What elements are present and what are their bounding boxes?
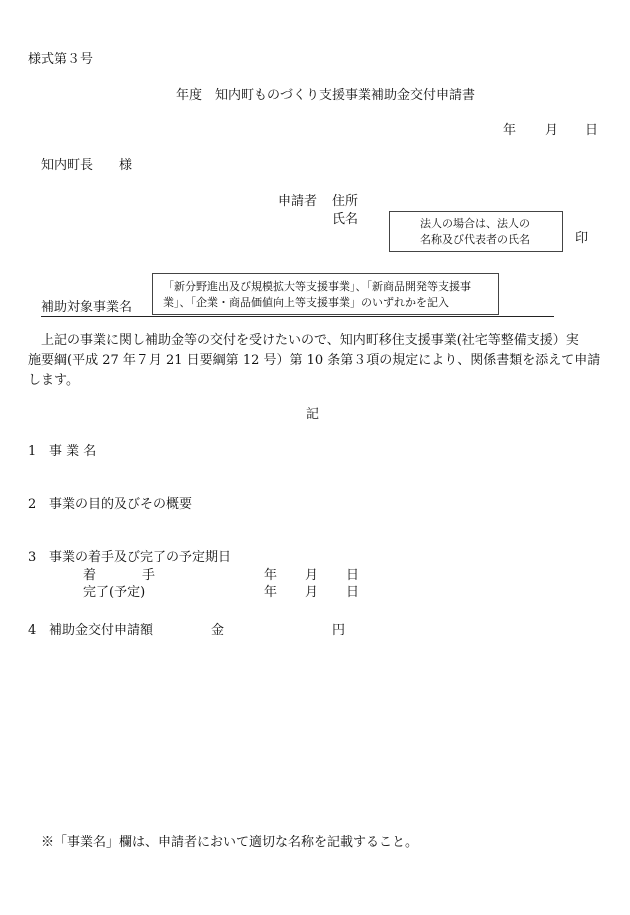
amount-kin: 金 (211, 623, 225, 638)
item-3-label: 事業の着手及び完了の予定期日 (49, 550, 232, 565)
addressee: 知内町長 様 (41, 158, 133, 173)
project-name-underline (41, 316, 554, 317)
project-note-box (152, 273, 499, 315)
project-note-line2: 業」、「企業・商品価値向上等支援事業」のいずれかを記入 (163, 296, 449, 309)
project-note-line1: 「新分野進出及び規模拡大等支援事業」、「新商品開発等支援事 (163, 280, 471, 293)
item-2-label: 事業の目的及びその概要 (49, 497, 193, 512)
date-month: 月 (545, 123, 559, 138)
start-month: 月 (305, 568, 319, 583)
start-label-char1: 着 (83, 568, 97, 583)
item-2-number: 2 (28, 497, 37, 512)
document-title: 年度 知内町ものづくり支援事業補助金交付申請書 (176, 88, 476, 103)
start-year: 年 (264, 568, 278, 583)
address-label: 住所 (332, 194, 359, 209)
ki-heading: 記 (306, 407, 320, 422)
item-1-label: 事 業 名 (49, 444, 97, 459)
footnote: ※「事業名」欄は、申請者において適切な名称を記載すること。 (41, 835, 419, 850)
date-year: 年 (503, 123, 517, 138)
item-4-number: 4 (28, 623, 37, 638)
start-label-char2: 手 (142, 568, 156, 583)
form-number: 様式第３号 (28, 52, 94, 67)
amount-yen: 円 (332, 623, 346, 638)
applicant-label: 申請者 (278, 194, 318, 209)
end-day: 日 (346, 585, 360, 600)
seal-mark: 印 (575, 231, 589, 246)
item-1-number: 1 (28, 444, 37, 459)
corporate-note-line2: 名称及び代表者の氏名 (420, 233, 530, 246)
body-line1: 上記の事業に関し補助金等の交付を受けたいので、知内町移住支援事業(社宅等整備支援）実 (41, 333, 579, 348)
name-label: 氏名 (332, 212, 359, 227)
end-label: 完了(予定) (83, 585, 146, 600)
body-line3: します。 (28, 373, 79, 388)
end-year: 年 (264, 585, 278, 600)
end-month: 月 (305, 585, 319, 600)
project-name-label: 補助対象事業名 (41, 300, 133, 315)
body-line2: 施要綱(平成 27 年７月 21 日要綱第 12 号）第 10 条第３項の規定により、関係書類を添えて申請 (28, 353, 601, 368)
corporate-note-line1: 法人の場合は、法人の (420, 217, 530, 230)
item-3-number: 3 (28, 550, 37, 565)
item-4-label: 補助金交付申請額 (49, 623, 154, 638)
date-day: 日 (585, 123, 599, 138)
start-day: 日 (346, 568, 360, 583)
corporate-note-box (389, 211, 563, 252)
